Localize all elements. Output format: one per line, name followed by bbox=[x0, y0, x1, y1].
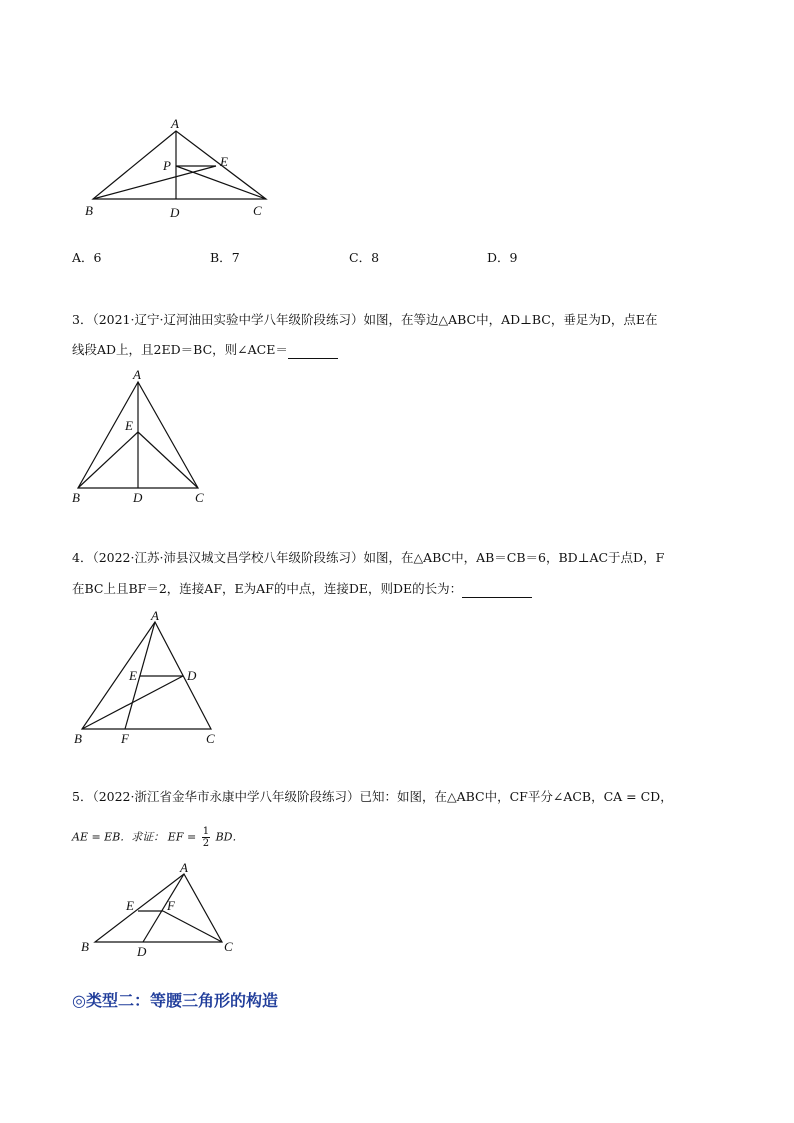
option-b bbox=[210, 248, 240, 266]
question-5-bd: BD． bbox=[215, 830, 244, 844]
question-3-line-2-text: 线段AD上，且2ED＝BC，则∠ACE＝ bbox=[72, 342, 288, 357]
label-d: D bbox=[133, 490, 143, 505]
segment-be bbox=[78, 432, 138, 488]
option-a bbox=[72, 248, 101, 266]
answer-blank-3[interactable] bbox=[288, 344, 338, 359]
option-a-letter: A． bbox=[72, 250, 94, 265]
figure-3-equilateral bbox=[0, 360, 794, 510]
label-f: F bbox=[121, 731, 129, 746]
question-5-given: AE = EB．求证： bbox=[72, 830, 165, 844]
figure-1-triangle-pe bbox=[0, 0, 794, 240]
option-b-letter: B． bbox=[210, 250, 232, 265]
label-c: C bbox=[253, 203, 262, 218]
question-5-line-1: 5．（2022·浙江省金华市永康中学八年级阶段练习）已知：如图，在△ABC中，CF平分∠ACB，CA = CD， bbox=[72, 789, 673, 804]
label-e: E bbox=[129, 668, 137, 683]
label-b: B bbox=[72, 490, 80, 505]
option-c-letter: C． bbox=[349, 250, 372, 265]
fraction-one-half bbox=[202, 826, 210, 849]
label-c: C bbox=[195, 490, 204, 505]
label-d: D bbox=[170, 205, 180, 220]
fraction-denominator: 2 bbox=[202, 838, 210, 849]
label-d: D bbox=[187, 668, 197, 683]
question-3-line-2 bbox=[72, 341, 338, 359]
label-p: P bbox=[163, 158, 171, 173]
answer-blank-4[interactable] bbox=[462, 583, 532, 598]
section-title: ◎类型二：等腰三角形的构造 bbox=[72, 991, 278, 1010]
triangle-abc bbox=[93, 131, 266, 199]
question-4-line-2-text: 在BC上且BF＝2，连接AF，E为AF的中点，连接DE，则DE的长为： bbox=[72, 581, 463, 596]
question-4-line-2 bbox=[72, 580, 532, 598]
label-e: E bbox=[220, 154, 228, 169]
label-d: D bbox=[137, 944, 147, 959]
label-b: B bbox=[74, 731, 82, 746]
option-a-value: 6 bbox=[93, 250, 102, 265]
label-b: B bbox=[81, 939, 89, 954]
question-5-ef: EF = bbox=[167, 830, 197, 844]
label-e: E bbox=[126, 898, 134, 913]
option-d bbox=[487, 248, 517, 266]
segment-be bbox=[93, 166, 216, 199]
option-c bbox=[349, 248, 379, 266]
label-a: A bbox=[151, 608, 159, 623]
segment-ec bbox=[138, 432, 198, 488]
segment-ad bbox=[143, 874, 184, 942]
segment-bd bbox=[82, 676, 183, 729]
figure-5-triangle bbox=[0, 860, 794, 970]
question-4-line-1: 4．（2022·江苏·沛县汉城文昌学校八年级阶段练习）如图，在△ABC中，AB＝CB＝6，BD⊥AC于点D，F bbox=[72, 550, 665, 565]
figure-4-triangle bbox=[0, 600, 794, 750]
label-a: A bbox=[171, 116, 179, 131]
option-c-value: 8 bbox=[371, 250, 380, 265]
option-d-value: 9 bbox=[509, 250, 518, 265]
option-d-letter: D． bbox=[487, 250, 510, 265]
label-a: A bbox=[180, 860, 188, 875]
label-e: E bbox=[125, 418, 133, 433]
label-c: C bbox=[206, 731, 215, 746]
label-c: C bbox=[224, 939, 233, 954]
question-5-line-2 bbox=[72, 826, 243, 849]
label-a: A bbox=[133, 367, 141, 382]
label-b: B bbox=[85, 203, 93, 218]
option-b-value: 7 bbox=[231, 250, 240, 265]
fraction-numerator: 1 bbox=[202, 826, 210, 837]
question-3-line-1: 3．（2021·辽宁·辽河油田实验中学八年级阶段练习）如图，在等边△ABC中，AD⊥BC，垂足为D，点E在 bbox=[72, 312, 658, 327]
segment-pc bbox=[176, 166, 266, 199]
label-f: F bbox=[167, 898, 175, 913]
